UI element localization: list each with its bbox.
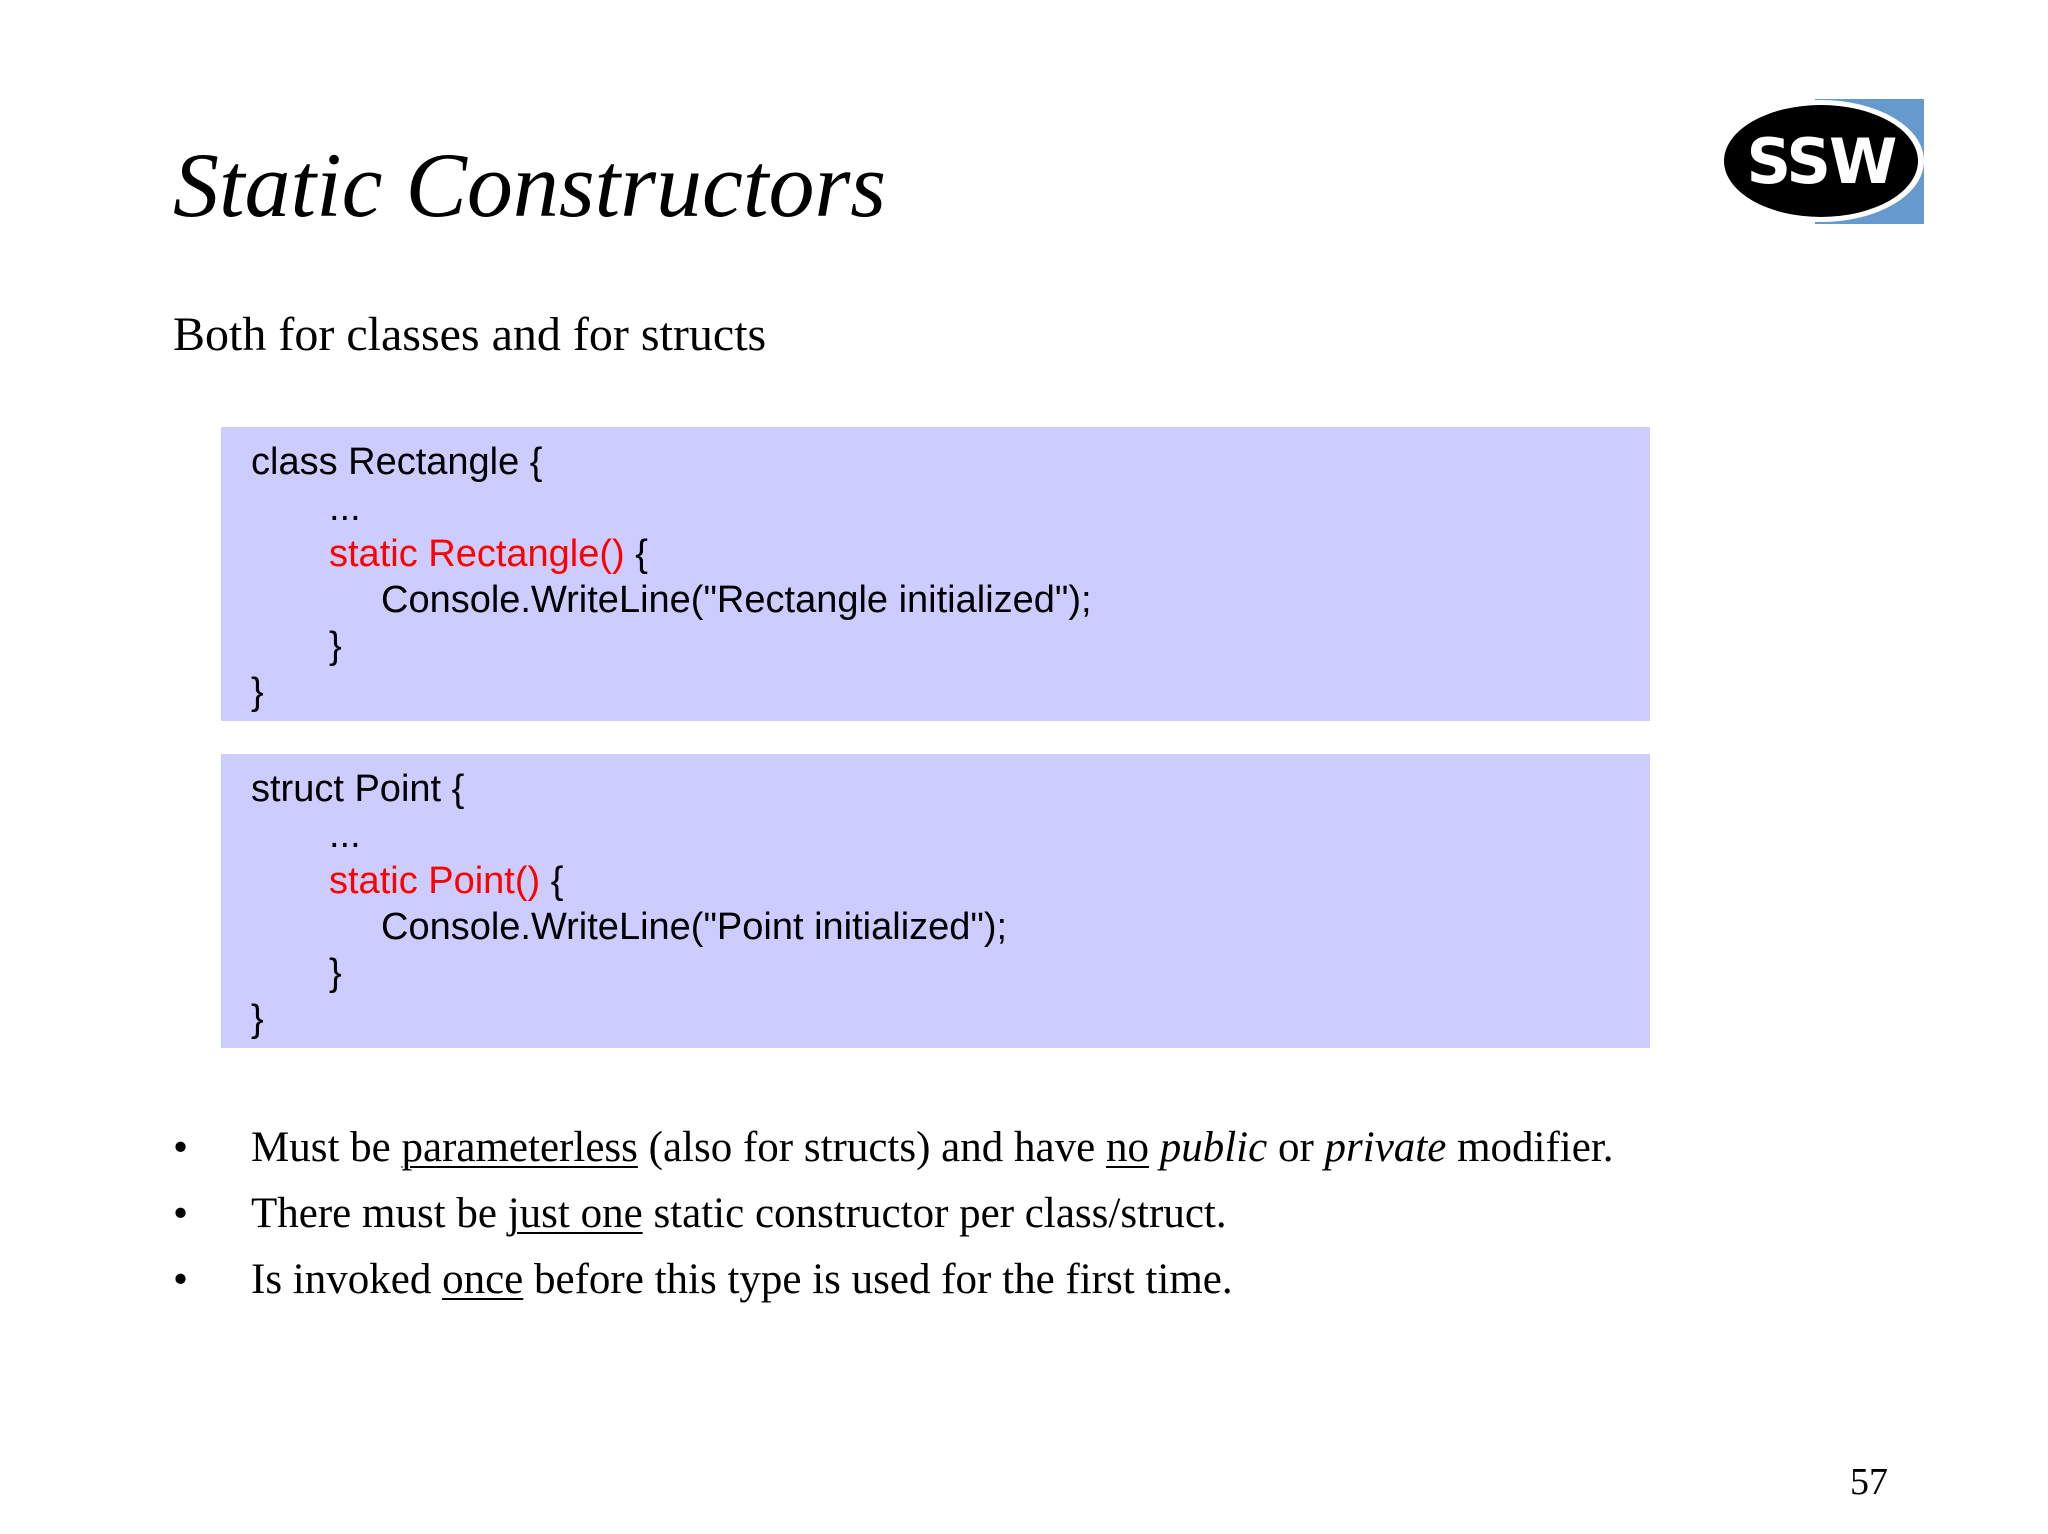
bullet-marker: • xyxy=(173,1256,189,1303)
underlined-text: no xyxy=(1105,1124,1149,1171)
italic-text: private xyxy=(1324,1124,1447,1171)
static-constructor-signature: static Rectangle() xyxy=(329,533,625,575)
code-line: ... xyxy=(329,487,361,529)
bullet-text: or xyxy=(1267,1124,1325,1171)
bullet-text: static constructor per class/struct. xyxy=(642,1190,1227,1237)
code-line: class Rectangle { xyxy=(251,441,543,483)
bullet-text: Is invoked xyxy=(251,1256,443,1303)
bullet-list xyxy=(173,1115,1614,1313)
code-line: } xyxy=(329,952,342,994)
bullet-marker: • xyxy=(173,1124,189,1171)
underlined-text: once xyxy=(442,1256,524,1303)
bullet-text: (also for structs) and have xyxy=(637,1124,1106,1171)
code-line: } xyxy=(251,671,264,713)
bullet-item xyxy=(173,1115,1614,1181)
svg-text:SSW: SSW xyxy=(1746,125,1896,198)
code-line: struct Point { xyxy=(251,768,465,810)
code-line-static-constructor xyxy=(251,858,1650,904)
code-line: } xyxy=(251,998,264,1040)
slide-title: Static Constructors xyxy=(173,134,887,236)
code-line: Console.WriteLine("Rectangle initialized"); xyxy=(381,579,1092,621)
italic-text: public xyxy=(1159,1124,1268,1171)
ssw-logo xyxy=(1717,99,1924,224)
code-block-rectangle xyxy=(221,427,1650,721)
code-brace: { xyxy=(624,533,648,575)
bullet-text: There must be xyxy=(251,1190,508,1237)
bullet-item xyxy=(173,1181,1614,1247)
page-number: 57 xyxy=(1850,1461,1888,1503)
code-brace: { xyxy=(540,860,564,902)
bullet-item xyxy=(173,1247,1614,1313)
bullet-text: modifier. xyxy=(1446,1124,1614,1171)
code-line-static-constructor xyxy=(251,531,1650,577)
bullet-text xyxy=(1149,1124,1160,1171)
bullet-marker: • xyxy=(173,1190,189,1237)
code-line: Console.WriteLine("Point initialized"); xyxy=(381,906,1008,948)
code-line: } xyxy=(329,625,342,667)
slide-subtitle: Both for classes and for structs xyxy=(173,308,767,361)
underlined-text: just one xyxy=(507,1190,643,1237)
code-block-point xyxy=(221,754,1650,1048)
underlined-text: parameterless xyxy=(401,1124,638,1171)
static-constructor-signature: static Point() xyxy=(329,860,541,902)
code-line: ... xyxy=(329,814,361,856)
bullet-text: Must be xyxy=(251,1124,402,1171)
bullet-text: before this type is used for the first time. xyxy=(523,1256,1233,1303)
